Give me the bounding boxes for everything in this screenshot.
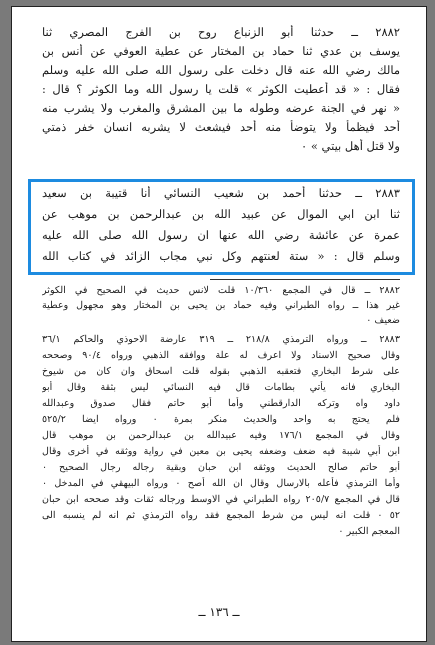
footnote-separator <box>210 279 400 280</box>
hadith-2882-line: ٢٨٨٢ ــ حدثنا أبو الزنباع روح بن الفرج المصري ثنا <box>42 25 400 39</box>
footnote-line: قال في المجمع ٢٠٥/٧ رواه الطبراني في الاوسط ورجاله ثقات وقد صححه ابن حبان <box>42 494 400 505</box>
footnote-line: على شرط البخاري فتعقبه الذهبي بقوله قلت اسحاق وان كان من شيوخ <box>42 366 400 377</box>
book-page <box>11 6 427 642</box>
page-number: ــ ١٣٦ ــ <box>198 605 240 619</box>
footnote-line: وأما الترمذي فأعله بالارسال وقال ان الله أصح ٠ ورواه البيهقي في المدخل ٠ <box>42 478 400 489</box>
footnote-line: ضعيف ٠ <box>366 315 400 326</box>
hadith-2882-line: ولا قتل أهل بيتي » ٠ <box>301 139 400 153</box>
footnote-line: فلم يحتج به واحد والحديث منكر بمرة ٠ ورواه ايضا ٥٢٥/٢ <box>42 414 400 425</box>
footnote-line: أبو حاتم صالح الحديث ووثقه ابن حبان وبقية رجاله رجال الصحيح ٠ <box>42 462 400 473</box>
footnote-line: داود واه وتركه الدارقطني وأما أبو حاتم فقال صدوق وعبدالله <box>42 398 400 409</box>
footnote-line: ابن أبي شيبة فيه ضعف وضعفه يحيى بن معين في رواية ووثقه في أخرى وقال <box>42 446 400 457</box>
hadith-2883-line: ثنا ابن ابي الموال عن عبيد الله بن عبدالرحمن بن موهب عن <box>42 207 400 221</box>
hadith-2883-line: ٢٨٨٣ ــ حدثنا أحمد بن شعيب النسائي أنا قتيبة بن سعيد <box>42 186 400 200</box>
footnote-line: غير هذا ــ رواه الطبراني وفيه حماد بن يحيى بن المختار وهو مجهول وعطية <box>42 300 400 311</box>
footnote-line: ٢٨٨٣ ــ ورواه الترمذي ٢١٨/٨ ــ ٣١٩ عارضة الاحوذي والحاكم ٣٦/١ <box>42 334 400 345</box>
footnote-line: البخاري فانه يأتي بطامات قال فيه النسائي ليس بثقة وقال أبو <box>42 382 400 393</box>
footnote-line: المعجم الكبير ٠ <box>338 526 400 537</box>
hadith-2882-line: فقال : « قد أعطيت الكوثر » قلت يا رسول الله وما الكوثر ؟ قال : <box>42 82 400 96</box>
hadith-2882-line: « نهر في الجنة عرضه وطوله ما بين المشرق والمغرب ولا يشرب منه <box>42 101 400 115</box>
hadith-2882-line: أحد فيظمأ ولا يتوضأ منه أحد فيشعث لا يشربه انسان خفر ذمتي <box>42 120 400 134</box>
hadith-2883-line: وسلم قال : « ستة لعنتهم وكل نبي مجاب الزائد في كتاب الله <box>42 249 400 263</box>
hadith-2883-line: عمرة عن عائشة رضي الله عنها ان رسول الله صلى الله عليه <box>42 228 400 242</box>
hadith-2882-line: يوسف بن عدي ثنا حماد بن المختار عن عطية العوفي عن أنس بن <box>42 44 400 58</box>
footnote-line: ٥٢ ٠ قلت انه ليس من شرط المجمع فقد رواه الترمذي ثم انه لم ينسبه الى <box>42 510 400 521</box>
footnote-line: وقال صحيح الاسناد ولا اعرف له علة ووافقه الذهبي ورواه ٩٠/٤ وصححه <box>42 350 400 361</box>
footnote-line: وقال في المجمع ١٧٦/١ وفيه عبيدالله بن عبدالرحمن بن موهب قال <box>42 430 400 441</box>
footnote-line: ٢٨٨٢ ــ قال في المجمع ١٠/٣٦٠ قلت لانس حديث في الصحيح في الكوثر <box>42 285 400 296</box>
hadith-2882-line: مالك رضي الله عنه قال دخلت على رسول الله صلى الله عليه وسلم <box>42 63 400 77</box>
